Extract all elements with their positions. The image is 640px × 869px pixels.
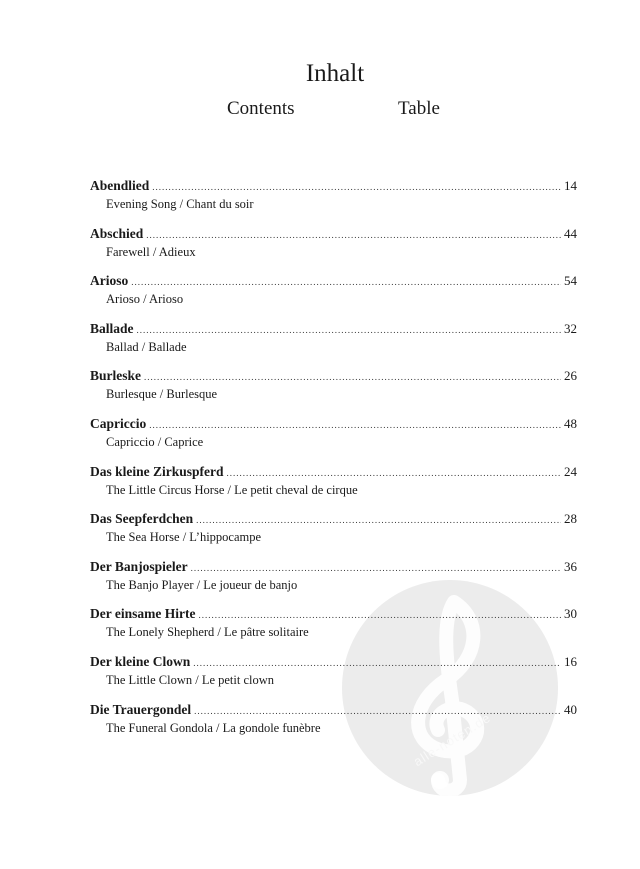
toc-entry-line xyxy=(90,273,577,289)
dot-leader xyxy=(152,182,561,192)
toc-entry[interactable] xyxy=(90,273,577,321)
entry-title: Capriccio xyxy=(90,415,147,431)
dot-leader xyxy=(227,468,561,478)
toc-entry[interactable] xyxy=(90,702,577,750)
toc-entry-line xyxy=(90,559,577,575)
entry-title: Der kleine Clown xyxy=(90,653,191,669)
toc-entry-line xyxy=(90,606,577,622)
toc-entry-line xyxy=(90,511,577,527)
entry-translation: Evening Song / Chant du soir xyxy=(106,197,254,211)
page-number: 16 xyxy=(564,653,577,669)
entry-translation: The Sea Horse / L’hippocampe xyxy=(106,530,262,545)
page-number: 54 xyxy=(564,273,577,289)
dot-leader xyxy=(194,706,561,716)
page-number: 24 xyxy=(564,463,577,479)
entry-title: Burleske xyxy=(90,368,142,384)
entry-translation: Ballad / Ballade xyxy=(106,339,187,354)
dot-leader xyxy=(144,372,561,382)
entry-title: Abendlied xyxy=(90,178,150,193)
entry-title: Der einsame Hirte xyxy=(90,606,196,622)
dot-leader xyxy=(149,420,561,430)
entry-translation: Capriccio / Caprice xyxy=(106,434,204,449)
page-number: 40 xyxy=(564,701,577,717)
toc-entry-line xyxy=(90,464,577,480)
page-number: 48 xyxy=(564,415,577,431)
toc-entry[interactable] xyxy=(90,511,577,559)
page-number: 28 xyxy=(564,511,577,527)
dot-leader xyxy=(131,277,561,287)
entry-title: Das kleine Zirkuspferd xyxy=(90,463,224,479)
page-title: Inhalt xyxy=(305,60,365,87)
entry-translation: Burlesque / Burlesque xyxy=(106,387,218,402)
entry-title: Der Banjospieler xyxy=(90,558,188,574)
toc-entry-line xyxy=(90,416,577,432)
toc-entry[interactable] xyxy=(90,226,577,274)
table-of-contents xyxy=(90,178,577,749)
toc-entry[interactable] xyxy=(90,321,577,369)
entry-translation: Arioso / Arioso xyxy=(106,292,184,307)
toc-entry-line xyxy=(90,226,577,242)
toc-entry-line xyxy=(90,654,577,670)
toc-entry-line xyxy=(90,368,577,384)
dot-leader xyxy=(196,515,561,525)
page-number: 30 xyxy=(564,606,577,622)
page-number: 44 xyxy=(564,225,577,241)
entry-title: Arioso xyxy=(90,273,129,289)
dot-leader xyxy=(191,563,561,573)
page-number: 32 xyxy=(564,320,577,336)
toc-entry[interactable] xyxy=(90,654,577,702)
entry-title: Das Seepferdchen xyxy=(90,511,194,527)
dot-leader xyxy=(146,230,561,240)
dot-leader xyxy=(137,325,561,335)
page-number: 36 xyxy=(564,558,577,574)
toc-entry[interactable] xyxy=(90,178,577,226)
toc-entry[interactable] xyxy=(90,559,577,607)
toc-entry[interactable] xyxy=(90,368,577,416)
watermark-text: alle-noten.de xyxy=(410,709,494,770)
dot-leader xyxy=(198,610,561,620)
toc-entry-line xyxy=(90,321,577,337)
page-number: 14 xyxy=(564,178,577,193)
toc-entry-line xyxy=(90,178,577,194)
entry-translation: The Banjo Player / Le joueur de banjo xyxy=(106,577,298,592)
entry-translation: The Little Circus Horse / Le petit cheval de cirque xyxy=(106,482,358,497)
page-number: 26 xyxy=(564,368,577,384)
dot-leader xyxy=(193,658,561,668)
toc-entry[interactable] xyxy=(90,464,577,512)
toc-entry-line xyxy=(90,702,577,718)
entry-translation: Farewell / Adieux xyxy=(106,244,196,259)
entry-translation: The Lonely Shepherd / Le pâtre solitaire xyxy=(106,625,309,640)
subtitle-contents: Contents xyxy=(227,98,295,119)
entry-title: Abschied xyxy=(90,225,144,241)
toc-entry[interactable] xyxy=(90,416,577,464)
entry-title: Ballade xyxy=(90,320,134,336)
entry-translation: The Little Clown / Le petit clown xyxy=(106,672,275,687)
entry-title: Die Trauergondel xyxy=(90,701,192,717)
toc-entry[interactable] xyxy=(90,606,577,654)
subtitle-table: Table xyxy=(398,98,440,119)
entry-translation: The Funeral Gondola / La gondole funèbre xyxy=(106,720,321,735)
